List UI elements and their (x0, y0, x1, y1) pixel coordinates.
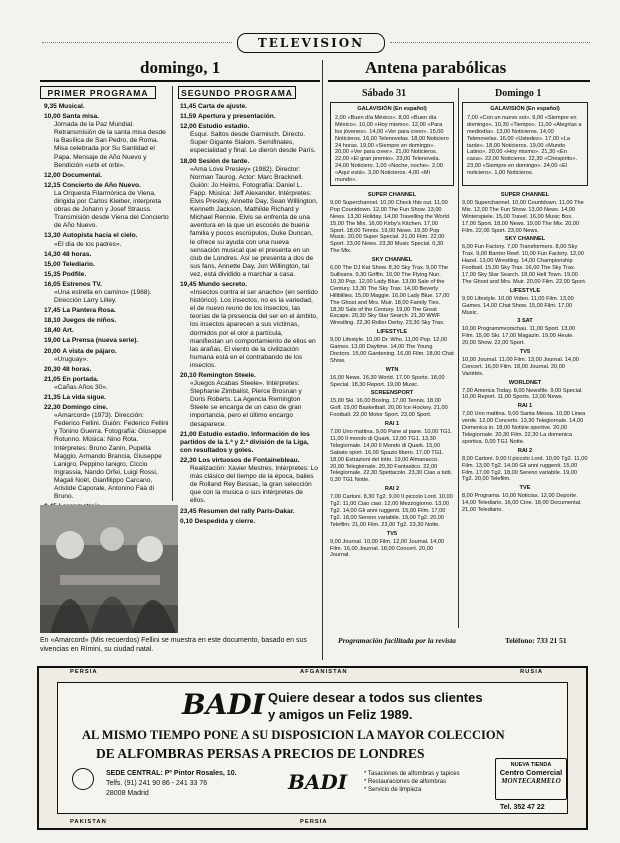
channel-schedule: 7,00 Cartoni. 8,30 Tg2. 9,00 Il piccolo Lord. 10,00 Tg2. 11,00 Ciao ciao. 12,00 Mezzogiorno. 13,00 Tg2. 14,00 Gli anni ruggenti. 15,00 Film. 17,00 Tg2. 18,00 Sereno variabile. 19,00 Tg2. 20,00 Telefilm. 21,00 Film. 23,00 Tg2. 23,30 Notte. (330, 494, 453, 528)
primer-programa-list (44, 103, 169, 503)
channel-name: TVE (519, 485, 531, 492)
sunday-heading: Domingo 1 (495, 88, 542, 99)
photo-caption: En «Amarcord» (Mis recuerdos) Fellini se muestra en este documento, basado en sus vivencias en Rímini, su ciudad natal. (40, 637, 307, 653)
program-time: 22,30 (44, 404, 61, 412)
channel-schedule: 9,00 Superchannel. 10,00 Countdown. 11,00 The Mix. 12,00 The Fun Show. 13,00 News. 14,00 Winterspiele. 15,00 Travel. 16,00 Music Box. 17,00 Sport. 18,00 News. 19,00 The Mix. 20,00 Film. 22,00 Sport. 23,00 News. (462, 199, 584, 234)
program-title: 48 horas. (62, 250, 92, 258)
credit-phone: Teléfono: 733 21 51 (505, 636, 567, 645)
right-rule (328, 80, 590, 82)
channel-name: RAI 2 (517, 447, 533, 454)
segundo-programa-list (180, 103, 318, 523)
program-description: Jornada de la Paz Mundial. Retransmisión de la santa misa desde la Basílica de San Pedro, de Roma. Misa celebrada por Su Santidad el Papa. Mensaje de Año Nuevo y Bendición «urbi et orbi». (54, 121, 166, 169)
channel-schedule: 7,00 Uno mattina. 9,00 Pane al pane. 10,00 TG1. 11,00 Il mondo di Quark. 12,00 TG1. 13,30 Telegiornale. 14,00 Il Mondo di Quark. 15,00 Sabato sport. 16,00 Spazio libero. 17,00 TG1. 18,00 Estrazioni del lotto. 19,00 Almanacco. 20,00 Telegiornale. 20,30 Fantastico. 22,00 Telegiornale. 22,30 Spettacolo. 23,30 Ciao a tutti. 0,30 TG1 Notte. (330, 429, 453, 484)
program-description: Esquí. Saltos desde Garmisch. Directo. Super Gigante Slalom. Semifinales, especialidad y final. Le dieron desde París. (190, 131, 316, 155)
mall-line-1: Centro Comercial (499, 768, 563, 777)
ad-band-persia: PERSIA (70, 669, 98, 675)
channel-name: TV5 (386, 530, 398, 537)
ad-band-rusia: RUSIA (520, 669, 544, 675)
ad-band-afganistan: AFGANISTAN (300, 669, 348, 675)
program-title: Autopista hacia el cielo. (62, 232, 138, 240)
program-item (180, 431, 318, 455)
channel-name: LIFESTYLE (509, 287, 541, 294)
program-description: «El día de los padres». (54, 240, 122, 248)
channel-name: WORLDNET (508, 379, 542, 386)
program-item (44, 271, 169, 279)
channel-name: SKY CHANNEL (371, 257, 413, 264)
program-title: Carta de ajuste. (197, 103, 248, 110)
saturday-channels (330, 190, 454, 630)
channel-schedule: 6,00 Fun Factory. 7,00 Transformers. 8,00 Sky Trax. 9,00 Barrier Reef. 10,00 Fun Factory. 12,00 Hazel. 13,00 Wrestling. 14,00 Championship Football. 15,00 Sky Trax. 16,00 The Sky Trax. 17,00 Sky Star Search. 18,00 Hell Town. 19,00 The Ghost and Mrs. Muir. 20,00 Film. 22,00 Sport. (462, 244, 587, 285)
program-title: Telediario. (62, 260, 95, 268)
program-title: Documental. (62, 171, 102, 179)
program-item (44, 251, 169, 259)
program-time: 14,30 (44, 250, 61, 258)
program-item (44, 376, 169, 392)
program-item (44, 317, 169, 325)
program-item (44, 182, 169, 231)
program-time: 18,40 (44, 327, 61, 335)
mall-phone: Tel. 352 47 22 (500, 804, 545, 811)
program-item (44, 307, 169, 315)
channel-schedule: 9,00 Lifestyle. 10,00 Dr. Who. 11,00 Pop. 12,00 Games. 13,00 Daytime. 14,00 The Young Doctors. 15,00 Gardening. 16,00 Film. 18,00 Chat Show. (330, 337, 454, 364)
program-title: Domingo cine. (62, 404, 108, 412)
program-time: 15,35 (44, 270, 61, 278)
program-title: La vida sigue. (62, 394, 106, 401)
program-title: Musical. (58, 103, 85, 110)
program-title: Estudio estadio. Información de los partidos de la 1.ª y 2.ª división de la Liga, con resultados y goles. (180, 430, 310, 454)
program-item (44, 113, 169, 170)
badi-logo-small: BADI (288, 770, 348, 794)
program-item (44, 394, 169, 402)
program-title: Sesión de tarde. (198, 157, 250, 165)
extra-line-1: * Tasaciones de alfombras y tapices (364, 771, 460, 777)
channel-name: TV5 (519, 349, 531, 356)
program-time: 21,00 (180, 430, 197, 438)
channel-schedule: 9,00 Journal. 10,00 Film. 12,00 Journal. 14,00 Film. 16,00 Journal. 18,00 Concert. 20,00 Journal. (330, 538, 445, 559)
day-divider (458, 88, 459, 628)
program-item (44, 232, 169, 248)
tab-primer-programa: PRIMER PROGRAMA (40, 86, 156, 99)
channel-name: SUPER CHANNEL (367, 192, 417, 198)
channel-name: RAI 2 (384, 486, 400, 493)
program-item (180, 518, 318, 526)
program-title: 48 horas. (62, 365, 92, 373)
extra-line-3: * Servicio de limpieza (364, 787, 422, 793)
day-title: domingo, 1 (140, 58, 221, 77)
program-time: 19,00 (44, 337, 61, 345)
program-time: 13,30 (44, 232, 61, 240)
section-divider (322, 60, 323, 660)
sede-line-2: Telfs. (91) 241 90 86 - 241 33 76 (106, 780, 208, 787)
program-time: 19,45 (180, 280, 197, 288)
section-header (237, 33, 385, 53)
channel-schedule: 7,00 America Today. 8,00 Newsfile. 9,00 Special. 10,00 Report. 11,00 Sports. 12,00 News. (462, 387, 583, 401)
header-dotted-rule-left (42, 42, 232, 43)
program-item (180, 508, 318, 516)
program-time: 21,05 (44, 375, 61, 383)
program-title: Estudio estadio. (198, 123, 250, 131)
channel-schedule: 10,00 Programmvorschau. 11,00 Sport. 13,00 Film. 15,00 Ski. 17,00 Magazin. 19,00 Heute. 20,00 Show. 22,00 Sport. (462, 326, 576, 347)
program-title: Remington Steele. (198, 372, 256, 379)
new-shop-label: NUEVA TIENDA (510, 762, 552, 768)
channel-schedule: 8,00 Programa. 10,00 Noticias. 12,00 Deporte. 14,00 Telediario. 16,00 Cine. 18,00 Documental. 21,00 Telediario. (462, 493, 582, 514)
program-title: Podfile. (62, 270, 87, 278)
program-time: 12,15 (44, 181, 61, 189)
program-time: 17,45 (44, 307, 61, 315)
program-title: En portada. (62, 375, 99, 383)
channel-name: SKY CHANNEL (504, 236, 546, 243)
program-time: 21,35 (44, 394, 61, 401)
badi-logo: BADI (182, 688, 265, 721)
antena-title: Antena parabólicas (365, 58, 507, 77)
extra-line-2: * Restauraciones de alfombras (364, 779, 447, 785)
program-item (44, 348, 169, 364)
program-title: La Pantera Rosa. (62, 307, 116, 315)
ad-line-3: AL MISMO TIEMPO PONE A SU DISPOSICION LA MAYOR COLECCION (82, 728, 505, 742)
galavision-sunday-box (462, 102, 588, 186)
credit-note: Programación facilitada por la revista (338, 636, 456, 645)
program-time: 18,00 (180, 157, 197, 165)
left-rule (40, 80, 320, 82)
program-item (44, 366, 169, 374)
program-description: «Juegos Acabas Steele». Intérpretes: Stephanie Zimbalist, Pierce Brosnan y Doris Roberts. La Agencia Remington Steele se encarga de un caso de gran importancia, pero el último encargo desaparece. (190, 380, 302, 428)
montecarmelo-box (495, 758, 567, 800)
channel-schedule: 15,00 Ski. 16,00 Boxing. 17,00 Tennis. 18,00 Golf. 19,00 Basketball. 20,00 Ice Hockey. 21,00 Football. 22,00 Motor Sport. 23,00 Sport. (330, 398, 448, 419)
ad-line-1: Quiere desear a todos sus clientes (268, 690, 483, 705)
channel-schedule: 6,00 The DJ Kat Show. 8,30 Sky Trax. 9,00 The Sullivans. 9,30 Griffin. 10,00 The Flying Nun. 10,30 Pop. 12,00 Lady Blue. 13,00 Sale of the Century. 13,30 The Sky Trax. 14,00 Beverly Hillbillies. 15,00 Maggie. 16,00 Lady Blue. 17,00 The Ghost and Mrs. Muir. 18,00 Family Ties. 18,30 Sale of the Century. 19,00 The Great Escape. 20,30 Sky Star Search. 21,30 WWF Wrestling. 22,30 Roller Derby. 23,30 Sky Trax. (330, 265, 450, 327)
program-title: La Prensa (nueva serie). (62, 337, 139, 345)
saturday-heading: Sábado 31 (362, 88, 407, 99)
program-time: 12,00 (44, 171, 61, 179)
channel-schedule: 7,00 Uno mattina. 9,00 Santa Messa. 10,00 Linea verde. 12,00 Concerto. 13,30 Telegiornale. 14,00 Domenica in. 18,00 Notizie sportive. 20,00 Telegiornale. 20,30 Film. 22,30 La domenica sportiva. 0,00 TG1 Notte. (462, 411, 586, 445)
channel-name: SCREENSPORT (370, 390, 414, 397)
program-item (180, 103, 318, 111)
channel-name: RAI 1 (517, 403, 533, 410)
program-title: Resumen del rally París-Dakar. (198, 507, 295, 515)
channel-schedule: 10,00 Journal. 11,00 Film. 13,00 Journal. 14,00 Concert. 16,00 Film. 18,00 Journal. 20,00 Variétés. (462, 356, 579, 377)
channel-schedule: 8,00 Cartoni. 9,00 Il piccolo Lord. 10,00 Tg2. 11,00 Film. 13,00 Tg2. 14,00 Gli anni ruggenti. 15,00 Film. 17,00 Tg2. 18,00 Sereno variabile. 19,00 Tg2. 20,00 Telefilm. (462, 455, 588, 483)
channel-name: LIFESTYLE (376, 329, 408, 336)
program-item (180, 457, 318, 506)
program-title: Art. (62, 327, 74, 335)
program-time: 23,45 (180, 507, 197, 515)
tab-segundo-programa: SEGUNDO PROGRAMA (178, 86, 296, 99)
program-time: 12,00 (180, 123, 197, 131)
sunday-channels (462, 190, 588, 630)
program-title: A vista de pájaro. (62, 347, 117, 355)
program-description: «Una estrella en camino» (1988). Dirección Larry Lilley. (54, 288, 152, 305)
channel-name: 3 SAT (517, 318, 533, 325)
channel-name: RAI 1 (384, 421, 400, 428)
ad-line-4: DE ALFOMBRAS PERSAS A PRECIOS DE LONDRES (96, 746, 425, 761)
program-title: Juegos de niños. (62, 317, 117, 325)
channel-name: WTN (385, 366, 399, 373)
program-time: 18,10 (44, 317, 61, 325)
channel-schedule: 9,00 Superchannel. 10,00 Check this out. 11,00 Pop Countdown. 12,00 The Fun Show. 13,00 News. 13,30 Holiday. 14,00 Travelling the World. 15,00 The Mix. 16,00 Kirby's Kitchen. 17,00 Sport. 18,00 Tennis. 19,00 News. 19,30 Pop Music. 20,00 Super Special. 21,00 Film. 22,00 Sport. 23,00 News. 23,30 Music Special. 0,30 The Mix. (330, 199, 451, 255)
channel-name: SUPER CHANNEL (500, 192, 550, 198)
program-time: 20,00 (44, 347, 61, 355)
galavision-sunday-body: 7,00 «Con un nuevo sol». 9,00 «Siempre en domingo». 10,30 «Tiempo». 11,00 «Alegrías a mediodía». 13,00 Noticieros. 14,00 Telenovelas. 16,00 «Ustedes». 17,00 «La tarde». 18,00 Noticieros. 19,00 «Mundo Latino». 20,00 «Hoy mismo». 21,30 «En casa». 22,00 Noticieros. 22,30 «Chespirito». 23,00 «Siempre en domingo». 24,00 «El noticiero». 1,00 Noticieros. (467, 114, 582, 177)
galavision-sunday-name: GALAVISIÓN (En español) (490, 106, 560, 112)
program-time: 22,30 (180, 456, 197, 464)
program-item (180, 372, 318, 429)
program-title: Los virtuosos de Fontainebleau. (198, 456, 300, 464)
program-time: 16,05 (44, 280, 61, 288)
program-description: «Uruguay». (54, 355, 89, 363)
sede-line-3: 28008 Madrid (106, 790, 149, 797)
program-time: 15,00 (44, 260, 61, 268)
galavision-saturday-name: GALAVISIÓN (En español) (357, 106, 427, 112)
program-description: Realización: Xavier Mestres. Intérpretes: Lo más clásico del tiempo de la época, bailes de Rolland Rey Bessac, la gran selección que con la musica o sus intérpretes de ellos. (190, 465, 318, 505)
program-item (44, 261, 169, 269)
channel-schedule: 16,00 News. 16,30 World. 17,00 Sports. 18,00 Special. 18,30 Report. 19,00 Music. (330, 374, 445, 388)
mall-line-2: MONTECARMELO (501, 777, 561, 785)
galavision-saturday-box (330, 102, 454, 186)
galavision-saturday-body: 2,00 «Buen día México». 8,00 «Buen día México». 10,00 «Hoy mismo». 12,00 «Para los jóvenes». 14,00 «Ver para creer». 15,00 Noticieros. 16,00 Telenovelas. 18,00 Noticiero 24 horas. 19,00 «Siempre en domingo». 20,00 «Ver para creer». 21,00 Noticieros. 22,00 «El gran premio». 23,00 Telenovela. 24,00 Noticiero. 1,00 «Noche, noche». 2,00 «Aquí está». 3,00 Noticieros. 4,00 «Mi mundo». (335, 114, 449, 184)
emblem-icon (72, 768, 94, 790)
ad-line-2: y amigos un Feliz 1989. (268, 707, 413, 722)
program-title: Apertura y presentación. (197, 113, 276, 121)
program-item (44, 327, 169, 335)
program-description: La Orquesta Filarmónica de Viena, dirigida por Carlos Kleiber, interpreta obras de Johann y Josef Strauss. Transmisión desde Viena del Concierto de Año Nuevo. (54, 189, 169, 230)
amarcord-photo (40, 505, 178, 633)
sede-line-1: SEDE CENTRAL: Pº Pintor Rosales, 10. (106, 770, 237, 777)
column-divider (172, 86, 173, 501)
program-description: «Ama Love Presley» (1982). Director: Norman Taurog. Actor: Marc Bracknell. Guión: Jo Heims. Fotografía: Daniel L. Fapp. Música: Jeff Alexander. Intérpretes: Elvis Presley, Annette Day, Sean Willington, Kenneth Jackson, Mathilde Richard y Michael Rennie. Elvis se enfrenta de una aventura en la que un escocés de buena familia y pocos escrúpulos, Duke Duncan, le ofrece su ayuda con una nueva sensación musical que el presenta en un club de Londres. Así se presenta a dos de sus fans, Annette Day, Jon Willington, tal vez, está dividido a marchar a casa. (190, 165, 318, 278)
program-item (44, 281, 169, 305)
program-time: 9,35 (44, 103, 57, 110)
program-time: 10,00 (44, 113, 61, 121)
program-description: «Insectos contra el ser anacho» (en sentido histórico). Los insectos, no es la variedad, el de nuevo reuno de los insectos, las teorías de la presencia del ser en el ámbito, los insectos aparecen a sus víctimas, dormidos por el olor a partícula, manifiestan un comportamiento de ellos en las arañas. El viento de la civilización humana está en el contrabando de los insectos. (190, 289, 318, 369)
header-dotted-rule-right (390, 42, 590, 43)
program-title: Santa misa. (62, 113, 100, 121)
program-description: «Cañas Años 30». (54, 383, 108, 391)
ad-band-persia-2: PERSIA (300, 819, 328, 825)
program-time: 11,45 (180, 103, 197, 110)
program-title: Estrenos TV. (62, 280, 103, 288)
program-item (180, 113, 318, 121)
program-item (44, 404, 169, 501)
program-time: 20,10 (180, 372, 197, 379)
ad-band-pakistan: PAKISTAN (70, 819, 107, 825)
program-title: Concierto de Año Nuevo. (62, 181, 141, 189)
program-item (44, 337, 169, 345)
program-item (44, 103, 169, 111)
program-time: 11,59 (180, 113, 197, 121)
program-item (180, 158, 318, 279)
program-time: 0,10 (180, 517, 193, 525)
program-item (180, 281, 318, 370)
program-description: «Amarcord» (1973). Dirección: Federico Fellini. Guión: Federico Fellini y Tonino Guerra. Fotografía: Giuseppe Rotunno. Música: Nino Rota. Intérpretes: Bruno Zanin, Pupella Maggio, Armando Brancia, Giuseppe Lanigro, Peppino Ianigro, Ciccio Ingrassia, Nando Orfei, Luigi Rossi, Magali Noël, Gianfilippo Carcano, Aristide Caporale, Antonino Faà di Bruno. (54, 412, 169, 501)
program-item (44, 172, 169, 180)
program-item (180, 123, 318, 155)
section-title: TELEVISION (257, 36, 365, 50)
program-time: 20,30 (44, 365, 61, 373)
program-title: Despedida y cierre. (194, 517, 256, 525)
channel-schedule: 9,00 Lifestyle. 10,00 Video. 11,00 Film. 13,00 Games. 14,00 Chat Show. 15,00 Film. 17,00 Music. (462, 295, 574, 316)
program-title: Mundo secreto. (198, 280, 248, 288)
